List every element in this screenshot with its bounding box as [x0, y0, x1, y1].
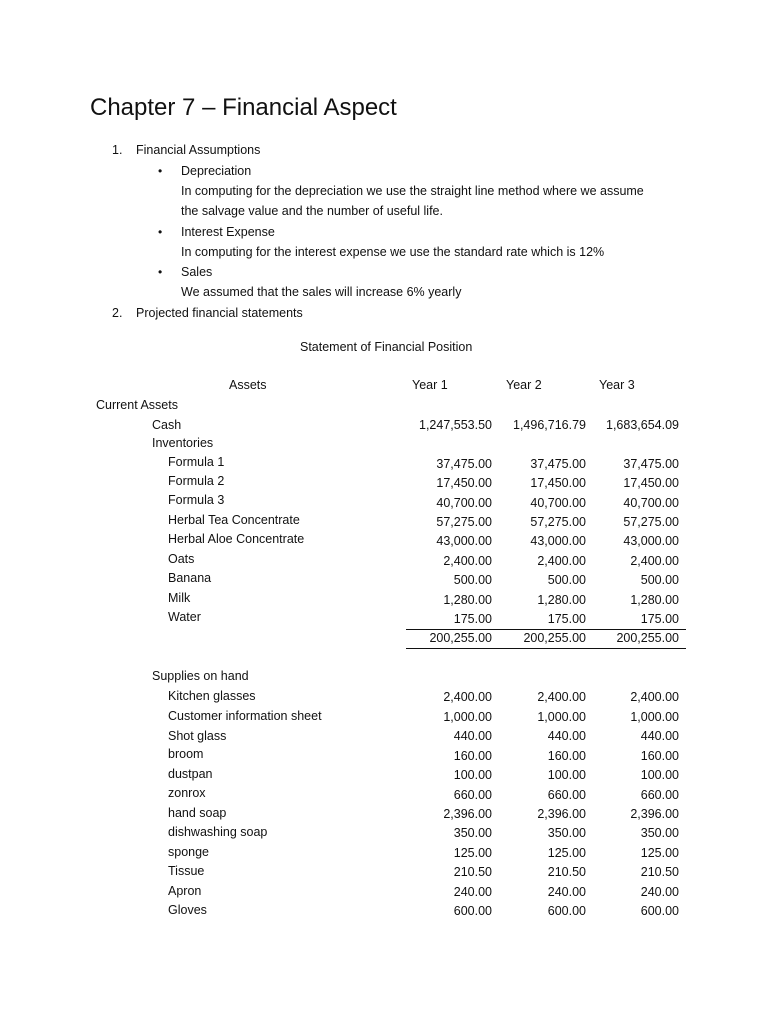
supply-value: 125.00: [547, 846, 586, 860]
supply-value: 125.00: [453, 846, 492, 860]
supply-item-label: zonrox: [168, 786, 206, 800]
supply-value: 160.00: [640, 749, 679, 763]
inventory-value: 17,450.00: [436, 476, 492, 490]
supply-value: 100.00: [453, 768, 492, 782]
page-title: Chapter 7 – Financial Aspect: [90, 94, 397, 121]
supply-value: 440.00: [453, 729, 492, 743]
statement-title: Statement of Financial Position: [300, 340, 473, 354]
inventory-item-label: Banana: [168, 571, 212, 585]
inventory-value: 40,700.00: [623, 496, 679, 510]
section-number: 1.: [112, 143, 123, 157]
supply-value: 125.00: [640, 846, 679, 860]
inventory-value: 17,450.00: [530, 476, 586, 490]
assumption-heading: Sales: [181, 265, 213, 279]
assumption-text: the salvage value and the number of useful life.: [181, 204, 443, 218]
supply-value: 100.00: [640, 768, 679, 782]
supply-value: 1,000.00: [537, 710, 586, 724]
supply-value: 160.00: [547, 749, 586, 763]
inventory-value: 1,280.00: [537, 593, 586, 607]
supply-item-label: Tissue: [168, 864, 205, 878]
supply-value: 210.50: [547, 865, 586, 879]
inventory-value: 40,700.00: [530, 496, 586, 510]
supply-item-label: Customer information sheet: [168, 709, 322, 723]
supply-value: 2,400.00: [630, 690, 679, 704]
total-rule: [406, 648, 686, 649]
supply-value: 600.00: [453, 904, 492, 918]
inventory-value: 500.00: [640, 573, 679, 587]
year-header: Year 3: [599, 378, 635, 392]
inventory-item-label: Formula 2: [168, 474, 225, 488]
inventory-value: 2,400.00: [443, 554, 492, 568]
inventory-value: 37,475.00: [623, 457, 679, 471]
assumption-heading: Depreciation: [181, 164, 252, 178]
supply-value: 2,400.00: [537, 690, 586, 704]
supply-value: 240.00: [640, 885, 679, 899]
inventory-value: 175.00: [453, 612, 492, 626]
supply-item-label: Shot glass: [168, 729, 227, 743]
supply-value: 2,400.00: [443, 690, 492, 704]
supply-value: 660.00: [640, 788, 679, 802]
current-assets-label: Current Assets: [96, 398, 178, 412]
supply-value: 440.00: [547, 729, 586, 743]
inventory-value: 57,275.00: [530, 515, 586, 529]
cash-label: Cash: [152, 418, 182, 432]
subtotal-rule: [406, 629, 686, 630]
section-heading: Projected financial statements: [136, 306, 303, 320]
bullet-icon: •: [158, 164, 163, 178]
assumption-heading: Interest Expense: [181, 225, 275, 239]
supply-value: 2,396.00: [443, 807, 492, 821]
bullet-icon: •: [158, 265, 163, 279]
supply-value: 440.00: [640, 729, 679, 743]
section-number: 2.: [112, 306, 123, 320]
supply-value: 210.50: [453, 865, 492, 879]
inventory-value: 175.00: [547, 612, 586, 626]
inventories-total: 200,255.00: [429, 631, 492, 645]
supplies-label: Supplies on hand: [152, 669, 249, 683]
supply-value: 350.00: [547, 826, 586, 840]
inventory-value: 43,000.00: [436, 534, 492, 548]
inventory-value: 57,275.00: [436, 515, 492, 529]
assets-header: Assets: [229, 378, 267, 392]
supply-value: 350.00: [640, 826, 679, 840]
assumption-text: We assumed that the sales will increase 6% yearly: [181, 285, 462, 299]
supply-value: 2,396.00: [537, 807, 586, 821]
assumption-text: In computing for the interest expense we use the standard rate which is 12%: [181, 245, 605, 259]
inventory-value: 37,475.00: [436, 457, 492, 471]
inventory-value: 1,280.00: [443, 593, 492, 607]
inventory-value: 500.00: [547, 573, 586, 587]
section-heading: Financial Assumptions: [136, 143, 261, 157]
inventory-value: 175.00: [640, 612, 679, 626]
inventory-value: 40,700.00: [436, 496, 492, 510]
supply-item-label: dishwashing soap: [168, 825, 268, 839]
supply-value: 160.00: [453, 749, 492, 763]
supply-value: 210.50: [640, 865, 679, 879]
cash-value: 1,247,553.50: [419, 418, 492, 432]
supply-item-label: broom: [168, 747, 204, 761]
year-header: Year 2: [506, 378, 542, 392]
inventory-value: 1,280.00: [630, 593, 679, 607]
cash-value: 1,683,654.09: [606, 418, 679, 432]
supply-item-label: Gloves: [168, 903, 207, 917]
supply-value: 240.00: [547, 885, 586, 899]
inventory-item-label: Herbal Aloe Concentrate: [168, 532, 305, 546]
supply-value: 600.00: [640, 904, 679, 918]
inventory-item-label: Milk: [168, 591, 191, 605]
inventory-value: 43,000.00: [623, 534, 679, 548]
supply-value: 1,000.00: [630, 710, 679, 724]
supply-value: 600.00: [547, 904, 586, 918]
supply-item-label: Kitchen glasses: [168, 689, 256, 703]
inventory-item-label: Oats: [168, 552, 195, 566]
cash-value: 1,496,716.79: [513, 418, 586, 432]
year-header: Year 1: [412, 378, 448, 392]
supply-value: 660.00: [547, 788, 586, 802]
supply-value: 100.00: [547, 768, 586, 782]
inventory-value: 57,275.00: [623, 515, 679, 529]
supply-value: 2,396.00: [630, 807, 679, 821]
inventory-value: 2,400.00: [537, 554, 586, 568]
inventory-item-label: Formula 3: [168, 493, 225, 507]
inventories-total: 200,255.00: [523, 631, 586, 645]
supply-value: 1,000.00: [443, 710, 492, 724]
inventory-value: 2,400.00: [630, 554, 679, 568]
supply-item-label: Apron: [168, 884, 202, 898]
assumption-text: In computing for the depreciation we use the straight line method where we assume: [181, 184, 644, 198]
inventories-total: 200,255.00: [616, 631, 679, 645]
supply-value: 660.00: [453, 788, 492, 802]
inventory-item-label: Water: [168, 610, 201, 624]
inventory-item-label: Herbal Tea Concentrate: [168, 513, 300, 527]
supply-item-label: hand soap: [168, 806, 227, 820]
supply-item-label: sponge: [168, 845, 210, 859]
inventory-value: 43,000.00: [530, 534, 586, 548]
inventory-item-label: Formula 1: [168, 455, 225, 469]
inventory-value: 500.00: [453, 573, 492, 587]
supply-item-label: dustpan: [168, 767, 213, 781]
supply-value: 240.00: [453, 885, 492, 899]
inventory-value: 37,475.00: [530, 457, 586, 471]
bullet-icon: •: [158, 225, 163, 239]
inventory-value: 17,450.00: [623, 476, 679, 490]
supply-value: 350.00: [453, 826, 492, 840]
inventories-label: Inventories: [152, 436, 214, 450]
